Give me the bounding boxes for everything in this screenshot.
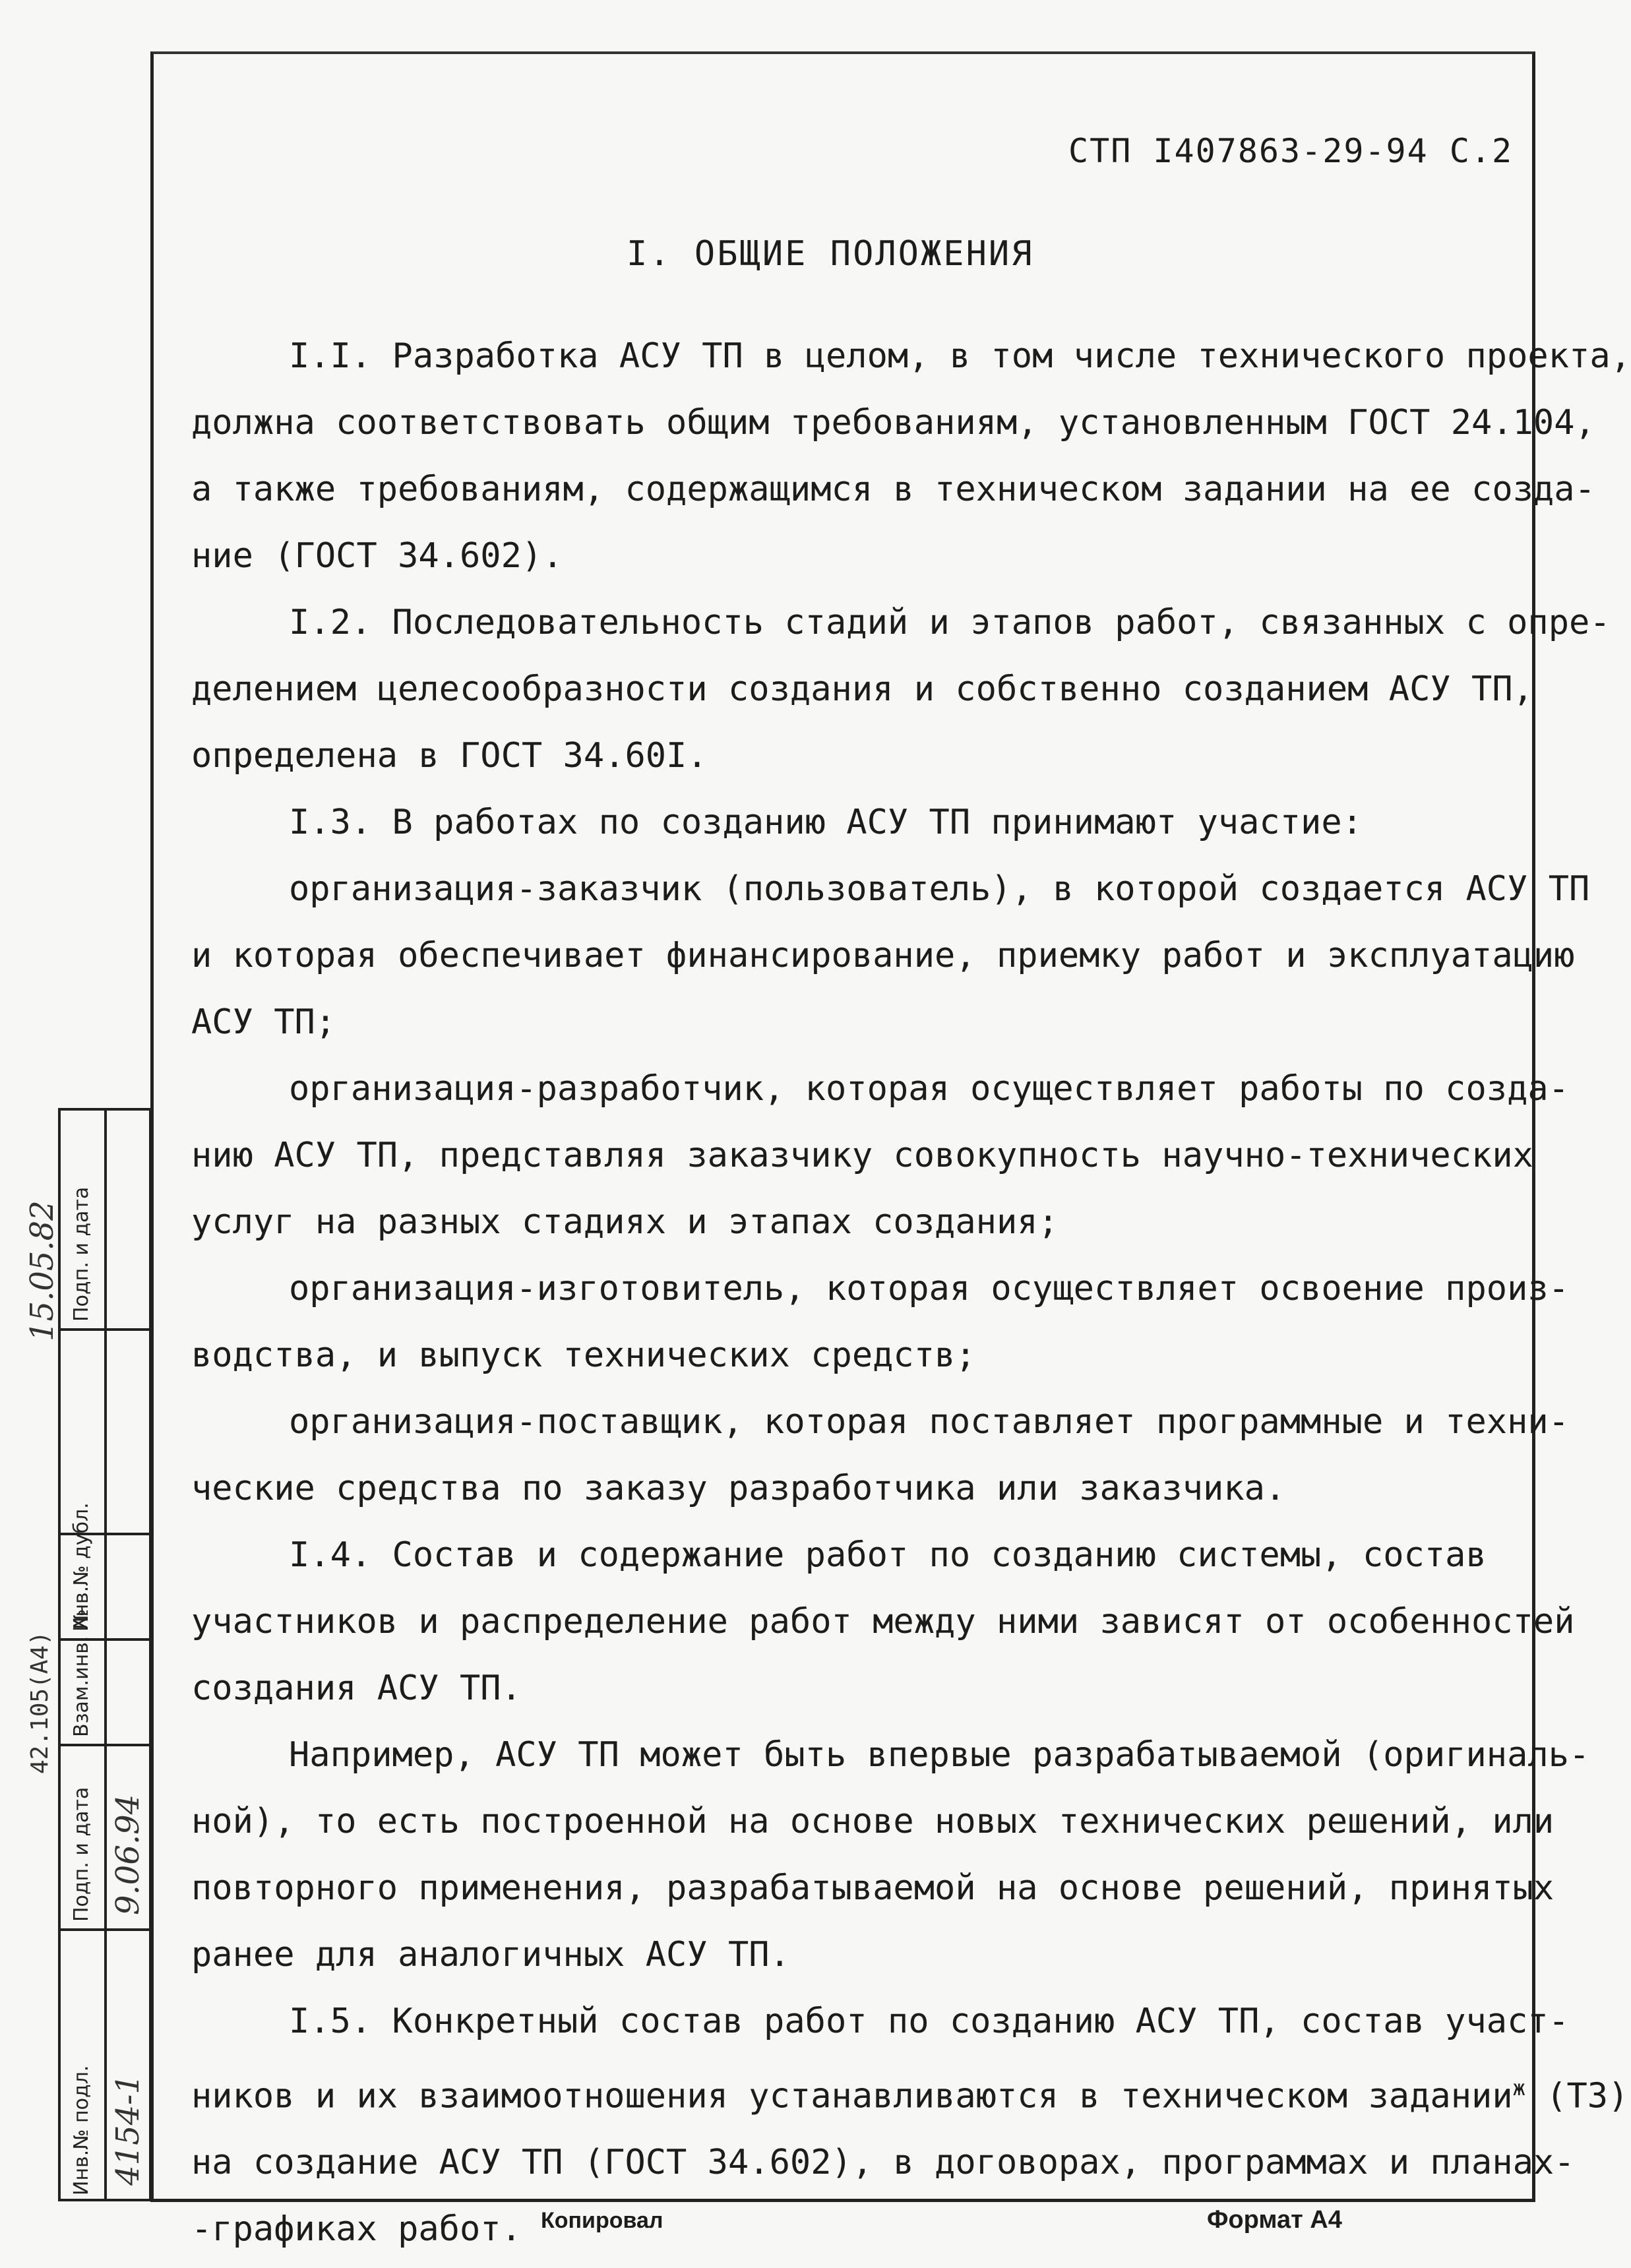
text-line bbox=[191, 390, 1595, 456]
text-line-content: ние (ГОСТ 34.602). bbox=[191, 536, 563, 576]
text-line bbox=[191, 923, 1575, 989]
text-line-content: организация-разработчик, которая осуществляет работы по созда- bbox=[289, 1069, 1570, 1109]
stamp-divider bbox=[61, 1744, 149, 1746]
text-line bbox=[191, 1322, 1504, 1389]
text-line bbox=[191, 456, 1595, 523]
text-line bbox=[191, 1722, 1590, 1789]
text-line-content: а также требованиям, содержащимся в техническом задании на ее созда- bbox=[191, 470, 1595, 509]
stamp-hand-date: 9.06.94 bbox=[109, 1794, 146, 1915]
text-line-content: ников и их взаимоотношения устанавливаются в техническом задании bbox=[191, 2076, 1513, 2116]
text-line-content: ной), то есть построенной на основе новых технических решений, или bbox=[191, 1802, 1554, 1841]
text-line-content: Например, АСУ ТП может быть впервые разрабатываемой (оригиналь- bbox=[289, 1735, 1590, 1775]
text-line-content: участников и распределение работ между ними зависят от особенностей bbox=[191, 1602, 1575, 1641]
text-line-content: ческие средства по заказу разработчика или заказчика. bbox=[191, 1469, 1286, 1508]
text-line-content: на создание АСУ ТП (ГОСТ 34.602), в договорах, программах и планах- bbox=[191, 2143, 1575, 2183]
text-line-content: I.5. Конкретный состав работ по созданию АСУ ТП, состав участ- bbox=[289, 2002, 1570, 2041]
text-line bbox=[191, 1855, 1554, 1922]
text-line bbox=[191, 1456, 1504, 1522]
text-line-content: I.I. Разработка АСУ ТП в целом, в том числе технического проекта, bbox=[289, 336, 1631, 376]
text-line-content: организация-поставщик, которая поставляет программные и техни- bbox=[289, 1402, 1570, 1442]
text-line-content: определена в ГОСТ 34.60I. bbox=[191, 736, 708, 776]
stamp-hand-signature-date: 15.05.82 bbox=[24, 1200, 61, 1341]
text-line-content: делением целесообразности создания и собственно созданием АСУ ТП, bbox=[191, 669, 1533, 709]
text-line bbox=[191, 1922, 1504, 1988]
text-line-content: I.4. Состав и содержание работ по созданию системы, состав bbox=[289, 1535, 1487, 1575]
text-line bbox=[191, 1189, 1504, 1256]
text-line-content: нию АСУ ТП, представляя заказчику совокупность научно-технических bbox=[191, 1136, 1533, 1175]
text-line-content: создания АСУ ТП. bbox=[191, 1669, 522, 1708]
text-line-content: -графиках работ. bbox=[191, 2209, 522, 2250]
text-line-content: I.3. В работах по созданию АСУ ТП принимают участие: bbox=[289, 803, 1363, 842]
text-line bbox=[191, 723, 1504, 789]
document-code: СТП I407863-29-94 С.2 bbox=[1068, 132, 1514, 170]
text-line bbox=[191, 1655, 1504, 1722]
text-line bbox=[191, 1056, 1570, 1122]
stamp-label-inv-dup: Инв.№ дубл. bbox=[70, 1502, 93, 1632]
text-line bbox=[191, 1789, 1554, 1855]
text-line-content: повторного применения, разрабатываемой на основе решений, принятых bbox=[191, 1868, 1554, 1908]
text-line bbox=[191, 2055, 1629, 2130]
stamp-label-sign-date: Подп. и дата bbox=[70, 1787, 93, 1922]
text-line-content: и которая обеспечивает финансирование, приемку работ и эксплуатацию bbox=[191, 936, 1575, 975]
text-line-content: АСУ ТП; bbox=[191, 1002, 336, 1042]
text-line bbox=[191, 1988, 1570, 2055]
text-line-content: должна соответствовать общим требованиям, установленным ГОСТ 24.104, bbox=[191, 403, 1595, 443]
section-title: I. ОБЩИЕ ПОЛОЖЕНИЯ bbox=[627, 234, 1034, 274]
text-line bbox=[191, 1589, 1575, 1655]
text-line-content: услуг на разных стадиях и этапах создания; bbox=[191, 1202, 1059, 1242]
footer-format: Формат А4 bbox=[1207, 2206, 1342, 2234]
text-line bbox=[191, 323, 1631, 390]
text-line-content: организация-изготовитель, которая осуществляет освоение произ- bbox=[289, 1269, 1570, 1308]
stamp-divider bbox=[61, 1928, 149, 1931]
text-line-tail: (ТЗ) bbox=[1525, 2076, 1629, 2116]
text-line bbox=[191, 2130, 1575, 2196]
text-line-content: ранее для аналогичных АСУ ТП. bbox=[191, 1935, 790, 1975]
stamp-label-sign-date-2: Подп. и дата bbox=[70, 1186, 93, 1322]
text-line bbox=[191, 1256, 1570, 1322]
footnote-mark: ж bbox=[1512, 2075, 1525, 2100]
stamp-divider bbox=[61, 1328, 149, 1331]
text-line bbox=[191, 656, 1533, 723]
side-code: 42.105(А4) bbox=[26, 1631, 53, 1774]
text-line bbox=[191, 989, 1504, 1056]
text-line bbox=[191, 523, 1504, 590]
stamp-label-inv-orig: Инв.№ подл. bbox=[70, 2065, 93, 2195]
text-line-content: водства, и выпуск технических средств; bbox=[191, 1335, 976, 1375]
text-line bbox=[191, 1522, 1504, 1589]
text-line bbox=[191, 1122, 1533, 1189]
text-line-content: I.2. Последовательность стадий и этапов работ, связанных с опре- bbox=[289, 603, 1611, 642]
text-line bbox=[191, 789, 1504, 856]
stamp-hand-inv-number: 4154-1 bbox=[109, 2074, 146, 2186]
text-line bbox=[191, 590, 1611, 656]
body-text bbox=[191, 323, 1631, 2263]
text-line-content: организация-заказчик (пользователь), в которой создается АСУ ТП bbox=[289, 869, 1590, 909]
stamp-label-replace-inv: Взам.инв. № bbox=[70, 1609, 93, 1737]
text-line bbox=[191, 856, 1590, 923]
footer-copied: Копировал bbox=[541, 2208, 663, 2233]
text-line bbox=[191, 1389, 1570, 1456]
